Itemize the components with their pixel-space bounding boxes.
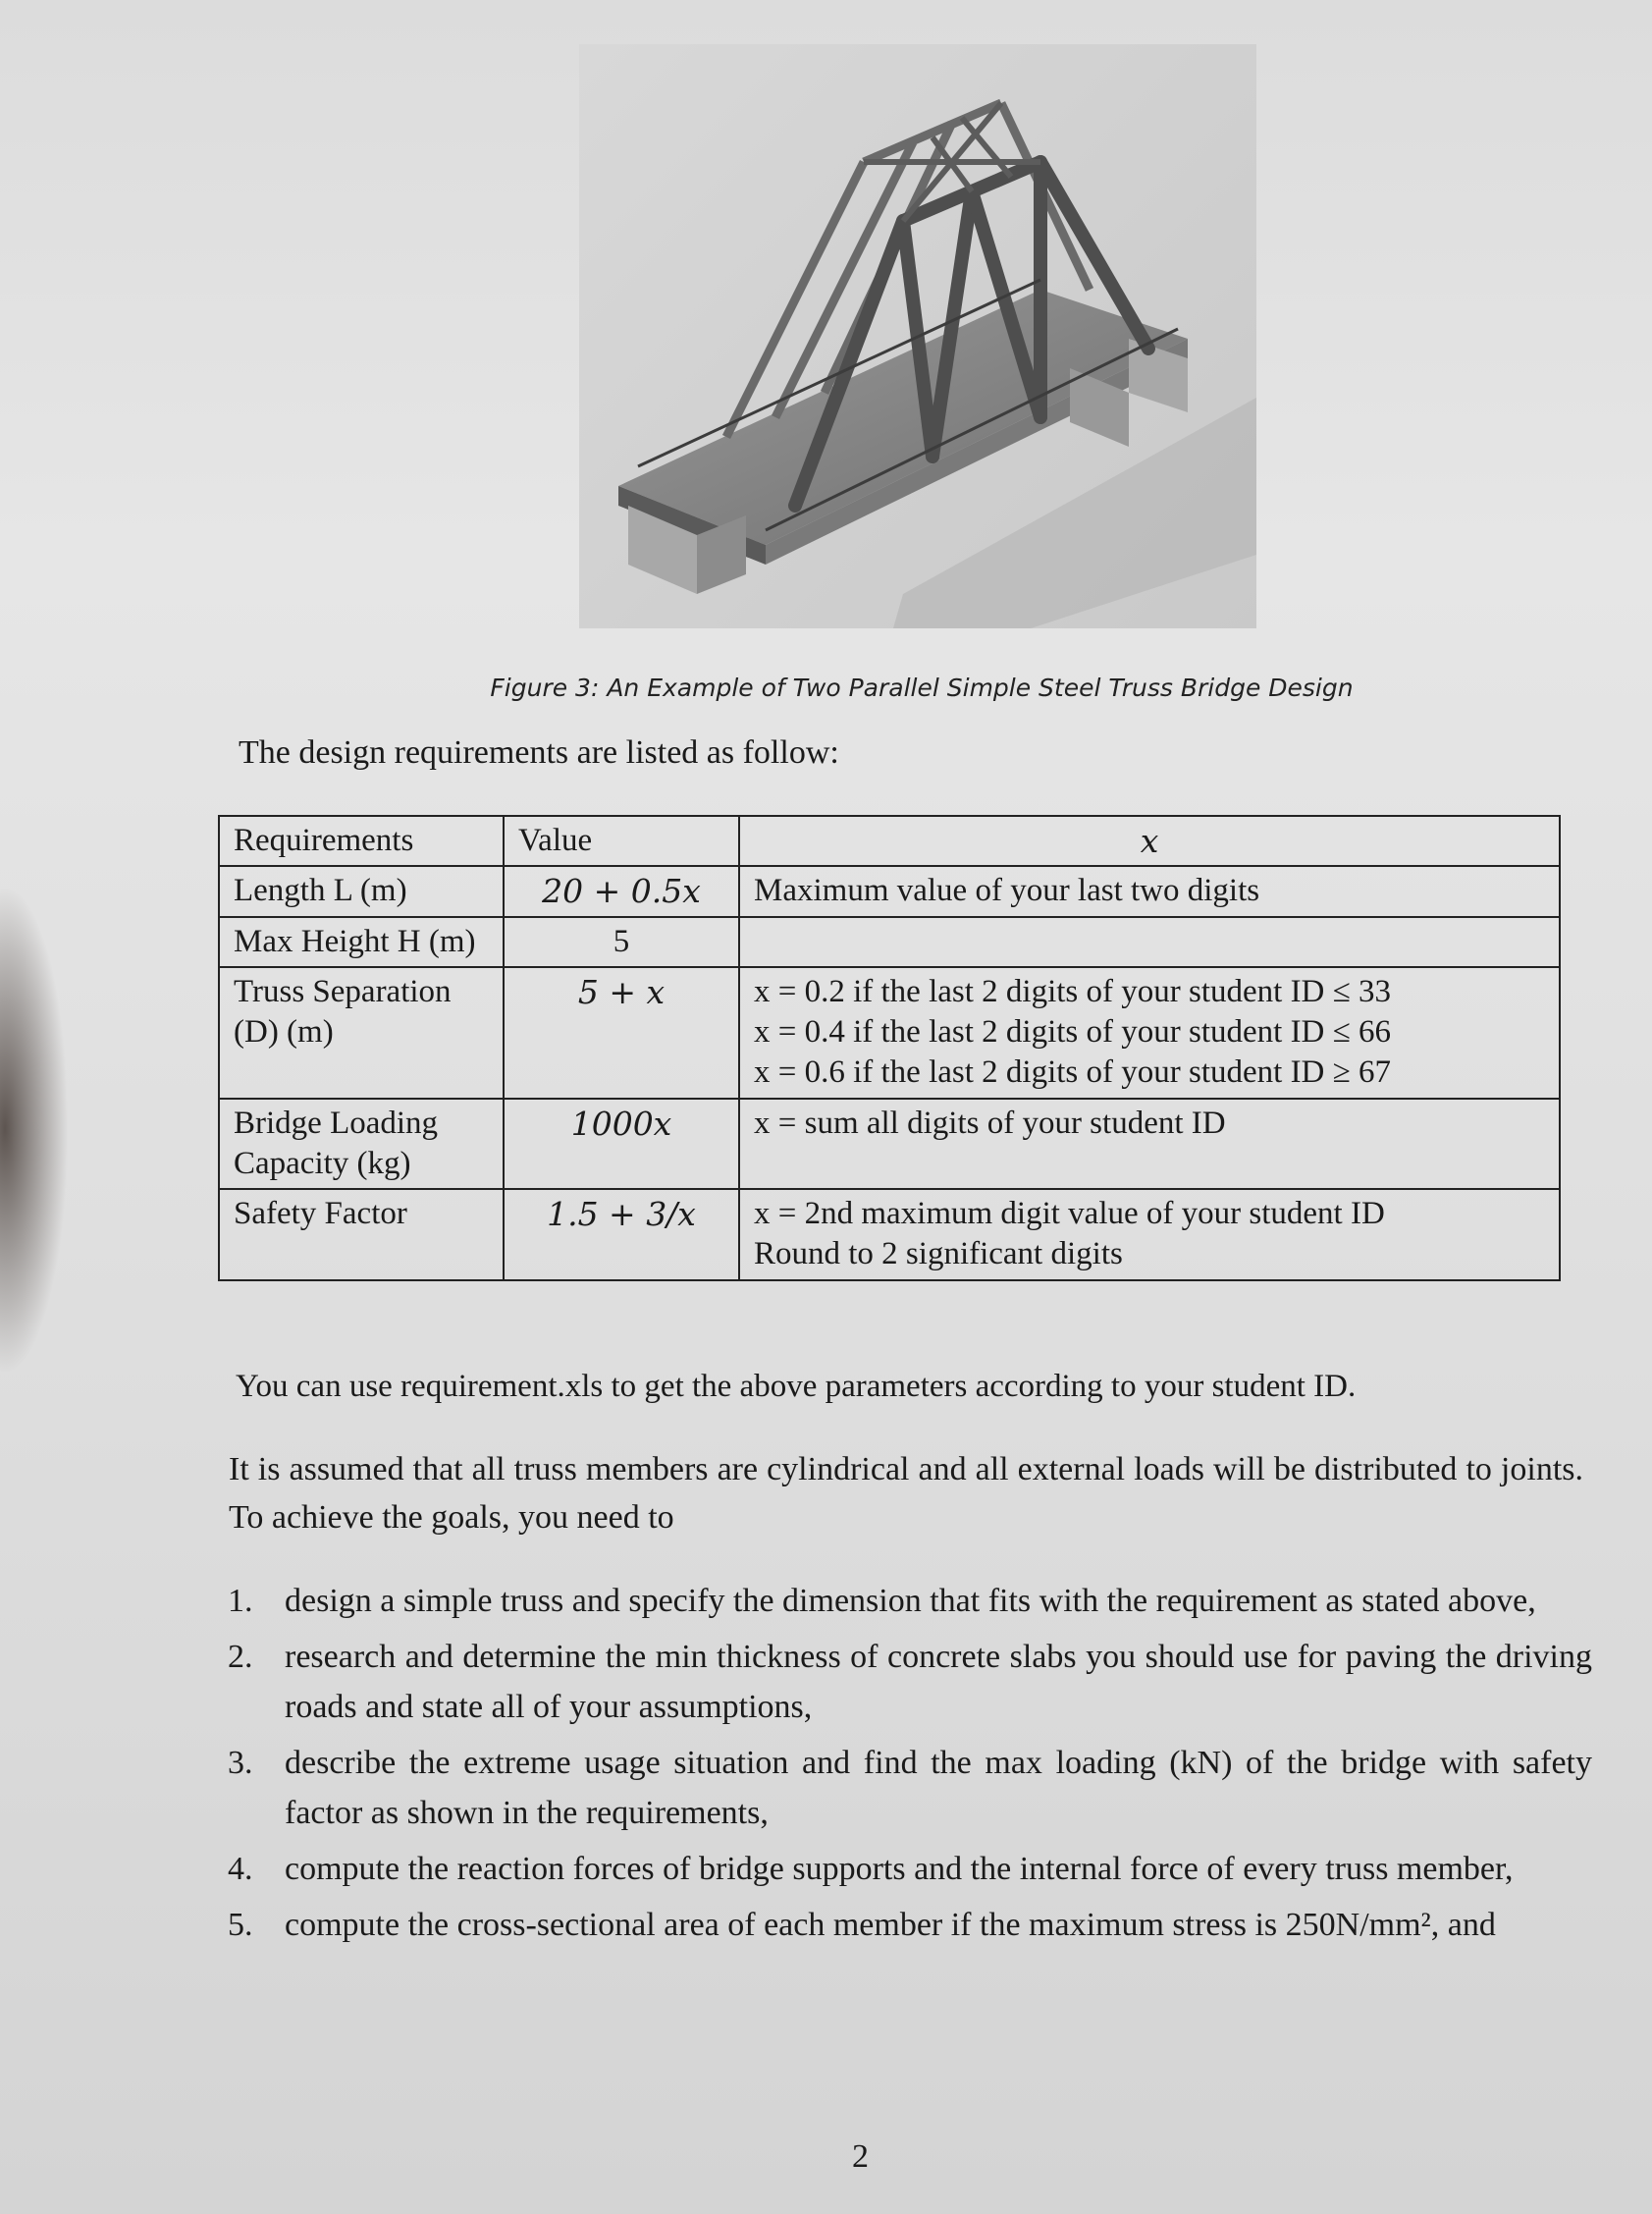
row-requirement: Safety Factor — [219, 1189, 504, 1280]
list-item — [228, 1576, 1592, 1626]
truss-bridge-illustration — [579, 44, 1256, 628]
list-text: research and determine the min thickness of concrete slabs you should use for paving the driving roads and state all of your assumptions, — [285, 1639, 1592, 1725]
list-number: 1. — [228, 1583, 253, 1619]
goals-list — [228, 1576, 1592, 1956]
table-header-row — [219, 816, 1560, 866]
row-x-line: x = 0.6 if the last 2 digits of your student ID ≥ 67 — [754, 1054, 1391, 1091]
row-value: 1000x — [504, 1099, 739, 1190]
row-x-line: Maximum value of your last two digits — [754, 873, 1260, 909]
table-row — [219, 967, 1560, 1099]
header-value: Value — [504, 816, 739, 866]
list-item — [228, 1738, 1592, 1838]
table-row — [219, 917, 1560, 967]
table-row — [219, 1189, 1560, 1280]
assumption-paragraph: It is assumed that all truss members are cylindrical and all external loads will be distributed to joints. To achieve the goals, you need to — [229, 1451, 1583, 1537]
list-text: compute the reaction forces of bridge supports and the internal force of every truss member, — [285, 1851, 1514, 1887]
list-item — [228, 1632, 1592, 1732]
list-text: compute the cross-sectional area of each member if the maximum stress is 250N/mm², and — [285, 1907, 1496, 1943]
row-x — [739, 917, 1560, 967]
list-number: 2. — [228, 1639, 253, 1675]
list-number: 5. — [228, 1907, 253, 1943]
requirements-table — [218, 815, 1561, 1281]
list-item — [228, 1900, 1592, 1950]
table-row — [219, 866, 1560, 916]
row-value: 5 — [504, 917, 739, 967]
row-x — [739, 1099, 1560, 1190]
page-shadow — [0, 884, 69, 1375]
page-number: 2 — [852, 2138, 869, 2175]
list-number: 4. — [228, 1851, 253, 1887]
figure-caption: Figure 3: An Example of Two Parallel Simple Steel Truss Bridge Design — [490, 674, 1354, 702]
row-requirement: Truss Separation (D) (m) — [219, 967, 504, 1099]
row-x-line: x = sum all digits of your student ID — [754, 1105, 1226, 1141]
list-text: design a simple truss and specify the dimension that fits with the requirement as stated above, — [285, 1583, 1536, 1619]
row-x — [739, 866, 1560, 916]
list-item — [228, 1844, 1592, 1894]
row-x-line: Round to 2 significant digits — [754, 1236, 1123, 1272]
row-x — [739, 1189, 1560, 1280]
header-x: x — [739, 816, 1560, 866]
bridge-figure — [579, 44, 1256, 628]
row-value: 20 + 0.5x — [504, 866, 739, 916]
row-x-line: x = 0.2 if the last 2 digits of your student ID ≤ 33 — [754, 973, 1391, 1009]
list-text: describe the extreme usage situation and find the max loading (kN) of the bridge with safety factor as shown in the requirements, — [285, 1745, 1592, 1831]
row-value: 5 + x — [504, 967, 739, 1099]
header-requirements: Requirements — [219, 816, 504, 866]
row-requirement: Length L (m) — [219, 866, 504, 916]
row-requirement: Max Height H (m) — [219, 917, 504, 967]
row-x — [739, 967, 1560, 1099]
intro-text: The design requirements are listed as follow: — [239, 734, 839, 771]
table-row — [219, 1099, 1560, 1190]
row-x-line: x = 2nd maximum digit value of your student ID — [754, 1196, 1385, 1231]
row-requirement: Bridge Loading Capacity (kg) — [219, 1099, 504, 1190]
spreadsheet-note: You can use requirement.xls to get the above parameters according to your student ID. — [236, 1369, 1357, 1404]
row-x-line: x = 0.4 if the last 2 digits of your student ID ≤ 66 — [754, 1014, 1391, 1050]
row-value: 1.5 + 3/x — [504, 1189, 739, 1280]
list-number: 3. — [228, 1745, 253, 1781]
